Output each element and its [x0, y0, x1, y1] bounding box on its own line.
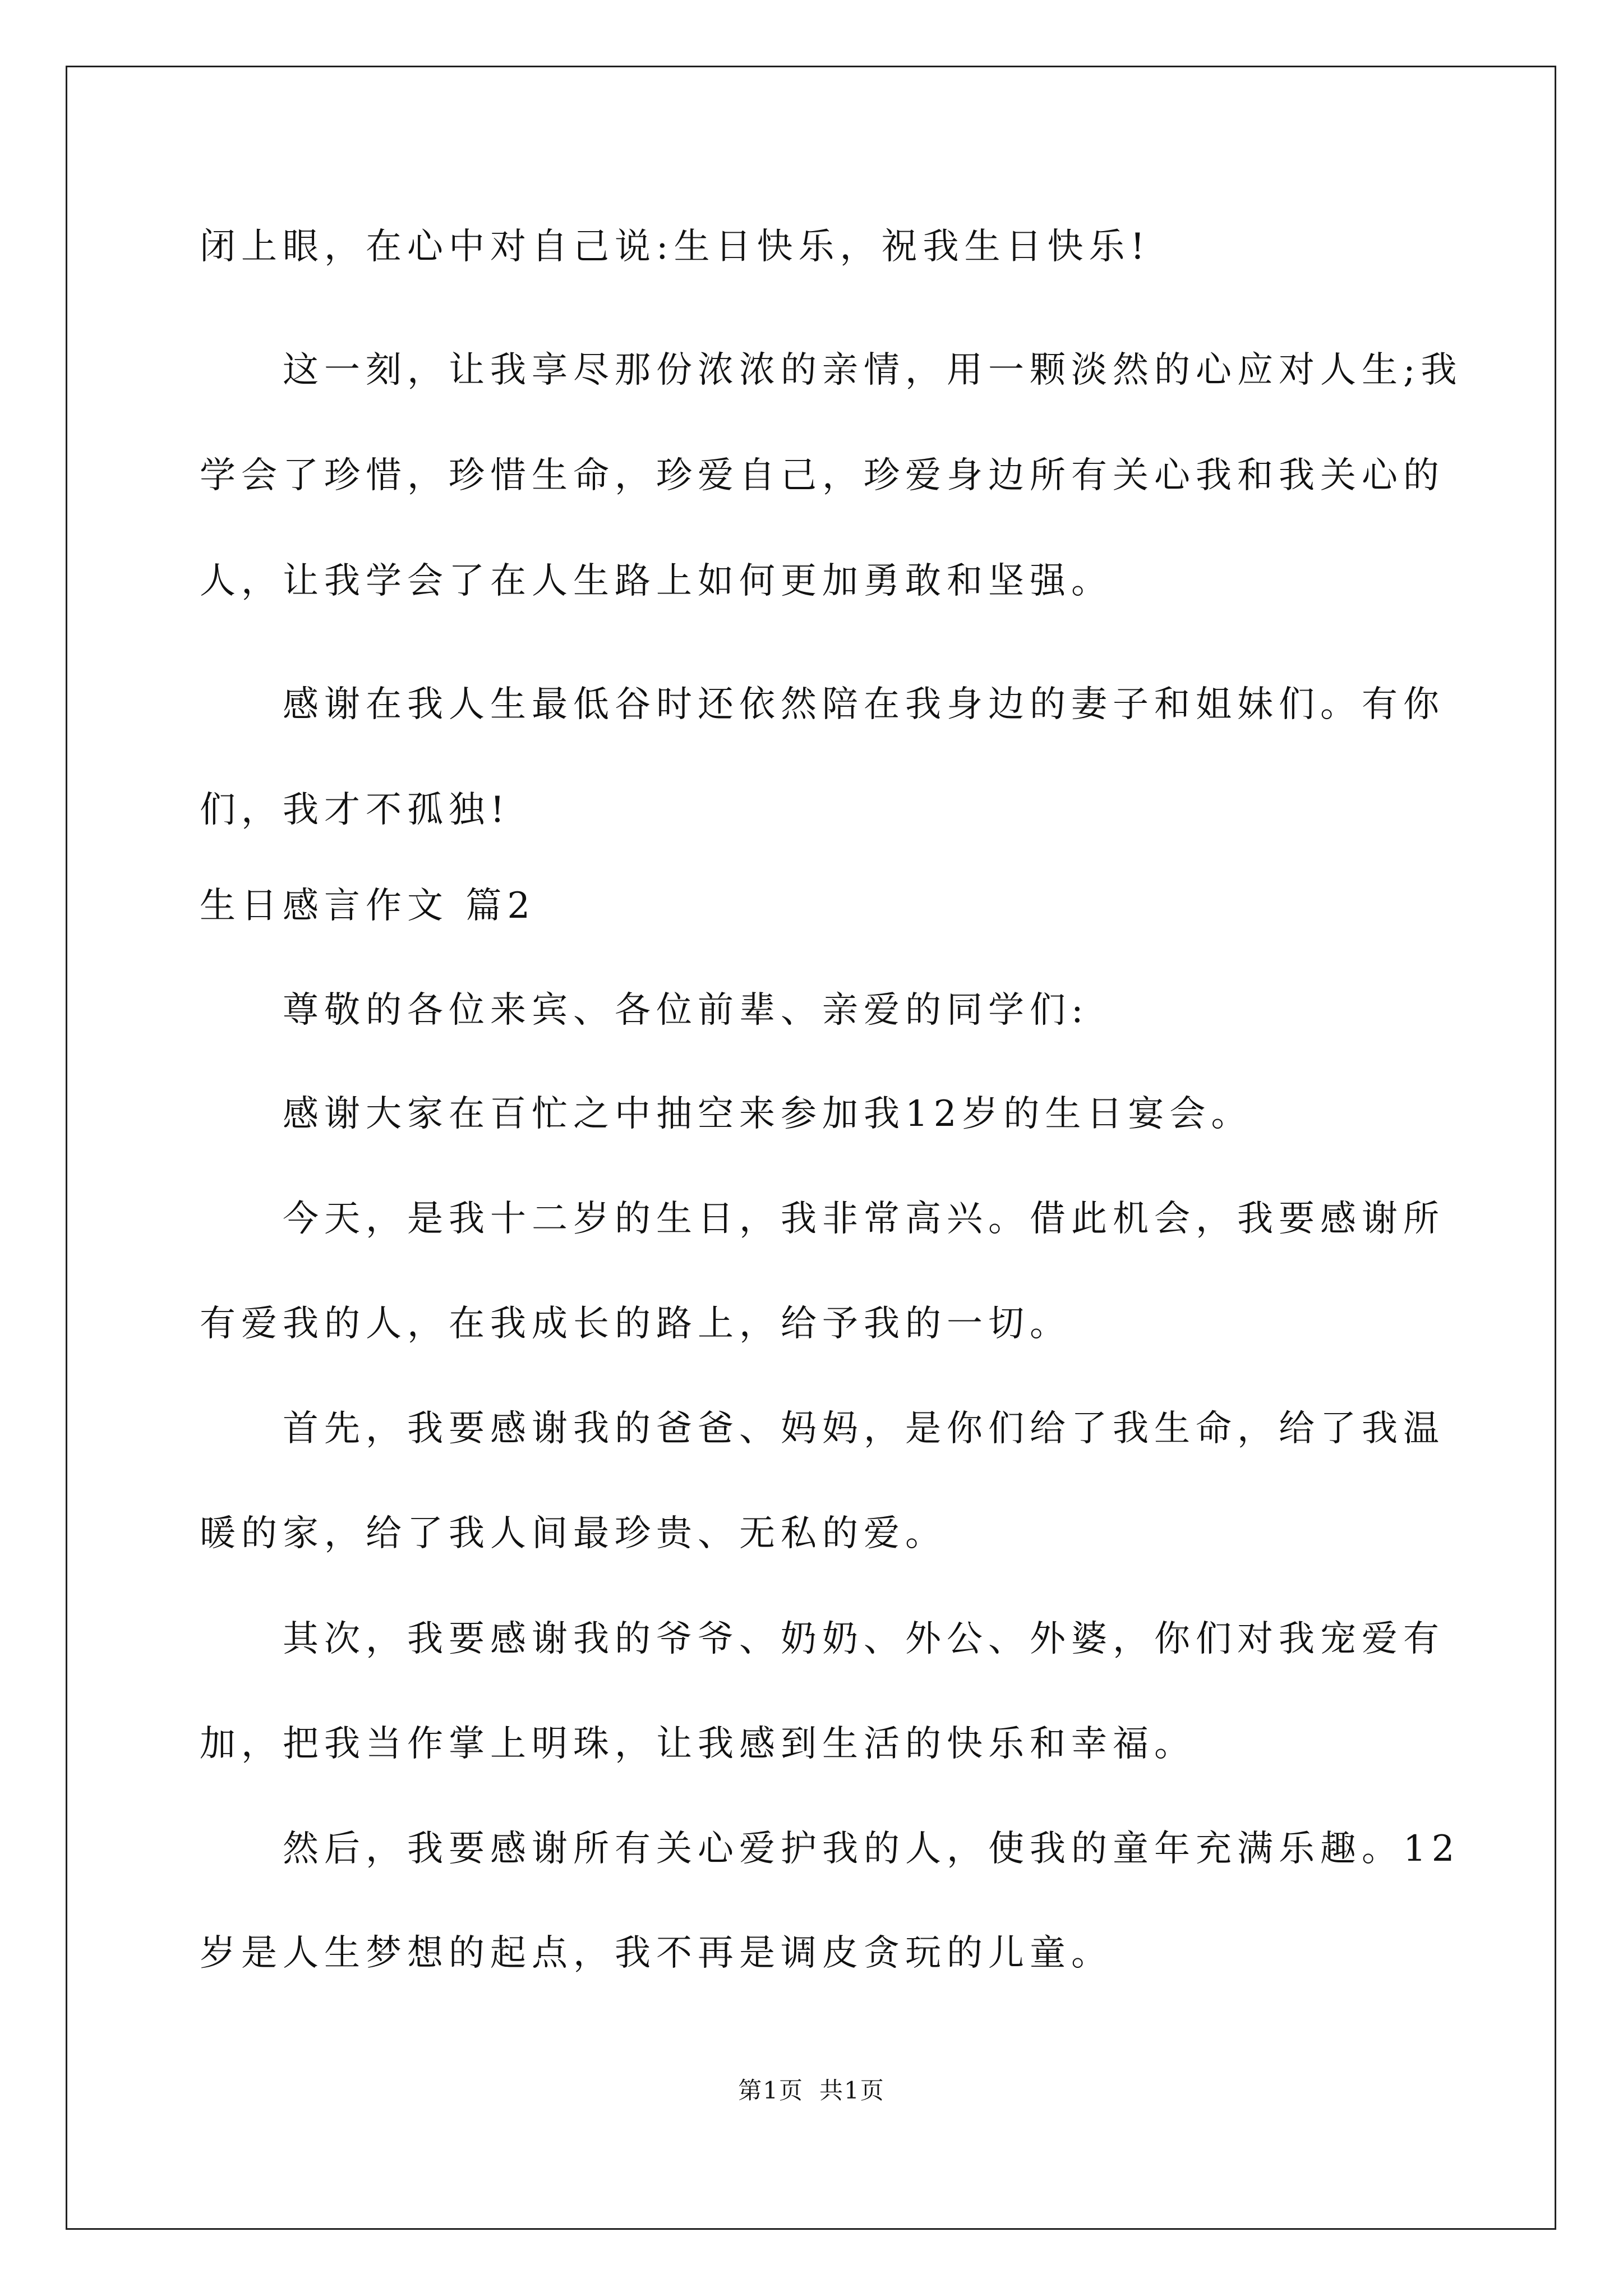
paragraph-line: 感谢大家在百忙之中抽空来参加我12岁的生日宴会。 — [283, 1093, 1253, 1135]
paragraph-line: 感谢在我人生最低谷时还依然陪在我身边的妻子和姐妹们。有你 — [283, 684, 1445, 725]
paragraph-line: 们，我才不孤独! — [200, 789, 510, 831]
paragraph-line: 暖的家，给了我人间最珍贵、无私的爱。 — [200, 1513, 947, 1554]
paragraph-line: 然后，我要感谢所有关心爱护我的人，使我的童年充满乐趣。12 — [283, 1828, 1460, 1870]
paragraph-line: 这一刻，让我享尽那份浓浓的亲情，用一颗淡然的心应对人生;我 — [283, 349, 1463, 391]
page-total: 共1页 — [819, 2077, 885, 2104]
paragraph-line: 学会了珍惜，珍惜生命，珍爱自己，珍爱身边所有关心我和我关心的 — [200, 455, 1445, 496]
paragraph-line: 首先，我要感谢我的爸爸、妈妈，是你们给了我生命，给了我温 — [283, 1408, 1445, 1450]
page-number: 第1页 — [738, 2077, 804, 2104]
paragraph-line: 闭上眼，在心中对自己说:生日快乐，祝我生日快乐! — [200, 226, 1151, 268]
paragraph-line: 人，让我学会了在人生路上如何更加勇敢和坚强。 — [200, 560, 1113, 602]
paragraph-line: 加，把我当作掌上明珠，让我感到生活的快乐和幸福。 — [200, 1723, 1196, 1765]
paragraph-line: 今天，是我十二岁的生日，我非常高兴。借此机会，我要感谢所 — [283, 1198, 1445, 1240]
paragraph-line: 其次，我要感谢我的爷爷、奶奶、外公、外婆，你们对我宠爱有 — [283, 1618, 1445, 1660]
paragraph-line: 尊敬的各位来宾、各位前辈、亲爱的同学们: — [283, 990, 1089, 1031]
section-heading: 生日感言作文 篇2 — [200, 885, 536, 927]
paragraph-line: 有爱我的人，在我成长的路上，给予我的一切。 — [200, 1303, 1071, 1345]
page-footer — [0, 2072, 1623, 2106]
paragraph-line: 岁是人生梦想的起点，我不再是调皮贪玩的儿童。 — [200, 1932, 1113, 1974]
